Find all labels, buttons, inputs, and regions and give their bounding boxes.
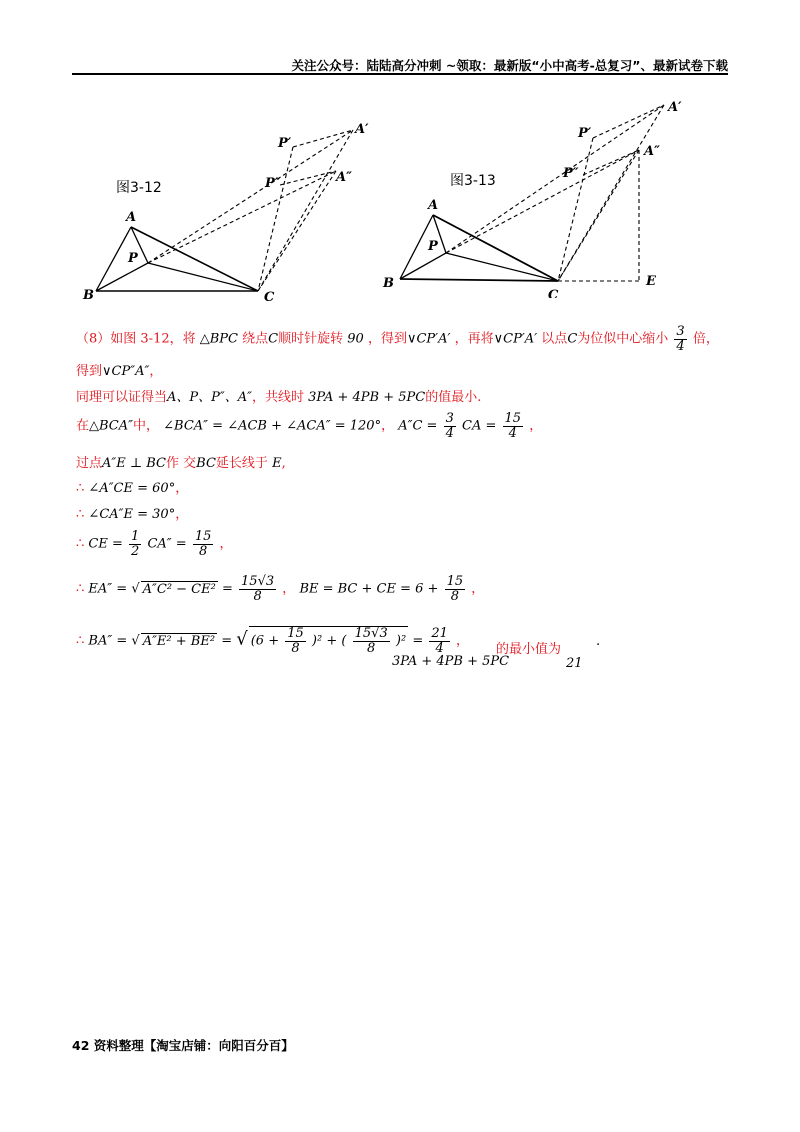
min-value-expression: 3PA + 4PB + 5PC <box>392 654 510 669</box>
label-P: P <box>128 251 138 266</box>
solution-line-4: 在△BCA″中， ∠BCA″ = ∠ACB + ∠ACA″ = 120°， A″C = $\frac{3}{4}$ CA = $\frac{15}{4}$ ， <box>76 411 543 441</box>
solution-line-8: ∴ CE = $\frac{1}{2}$ CA″ = $\frac{15}{8}$ ， <box>76 529 233 559</box>
page-footer <box>72 1036 294 1054</box>
figure-3-13 <box>378 93 718 298</box>
label-B: B <box>383 276 394 291</box>
figure-3-13-caption: 图3-13 <box>450 173 496 189</box>
figure-3-12 <box>78 115 388 310</box>
solution-line-2: 得到∨CP″A″， <box>76 364 163 379</box>
label-A: A <box>428 198 439 213</box>
min-value-period: . <box>596 634 601 649</box>
min-value-label: 的最小值为 <box>496 642 562 657</box>
min-value-answer: 21 <box>566 656 583 671</box>
solution-line-1: （8）如图 3-12，将 △BPC 绕点C顺时针旋转 90 ，得到∨CP′A′ ，再将∨CP′A′ 以点C为位似中心缩小 $\frac{3}{4}$ 倍， <box>76 324 719 354</box>
figure-3-12-caption: 图3-12 <box>116 180 162 196</box>
label-P-prime: P′ <box>278 136 292 151</box>
label-A-prime: A′ <box>668 100 682 115</box>
label-A-prime: A′ <box>355 122 369 137</box>
page-number: 42 <box>72 1038 90 1053</box>
page-header: 关注公众号：陆陆高分冲刺 ~领取：最新版“小中高考-总复习”、最新试卷下载 <box>291 58 728 73</box>
label-A-double-prime: A″ <box>336 170 352 185</box>
label-P-double-prime: P″ <box>265 176 281 191</box>
label-P-double-prime: P″ <box>563 166 579 181</box>
solution-line-10: ∴ BA″ = √ A″E² + BE² = √ (6 + $\frac{15}{8}$ )² + ( $\frac{15√3}{8}$ )² = $\frac{21}{4}$ ， <box>76 626 470 656</box>
label-E: E <box>646 274 656 289</box>
label-C: C <box>264 290 275 305</box>
label-P-prime: P′ <box>578 126 592 141</box>
solution-line-9: ∴ EA″ = √ A″C² − CE² = $\frac{15√3}{8}$ ， BE = BC + CE = 6 + $\frac{15}{8}$ ， <box>76 574 485 604</box>
label-A-double-prime: A″ <box>644 144 660 159</box>
label-A: A <box>126 210 137 225</box>
solution-line-5: 过点A″E ⊥ BC作 交BC延长线于 E, <box>76 456 286 471</box>
footer-text: 资料整理【淘宝店铺：向阳百分百】 <box>93 1038 294 1053</box>
header-divider <box>72 73 728 75</box>
label-C: C <box>548 288 559 298</box>
solution-line-3: 同理可以证得当A、P、P″、A″，共线时 3PA + 4PB + 5PC的值最小. <box>76 390 482 405</box>
solution-line-6: ∴ ∠A″CE = 60°， <box>76 481 189 496</box>
solution-line-7: ∴ ∠CA″E = 30°， <box>76 507 189 522</box>
label-P: P <box>428 239 438 254</box>
label-B: B <box>83 288 94 303</box>
